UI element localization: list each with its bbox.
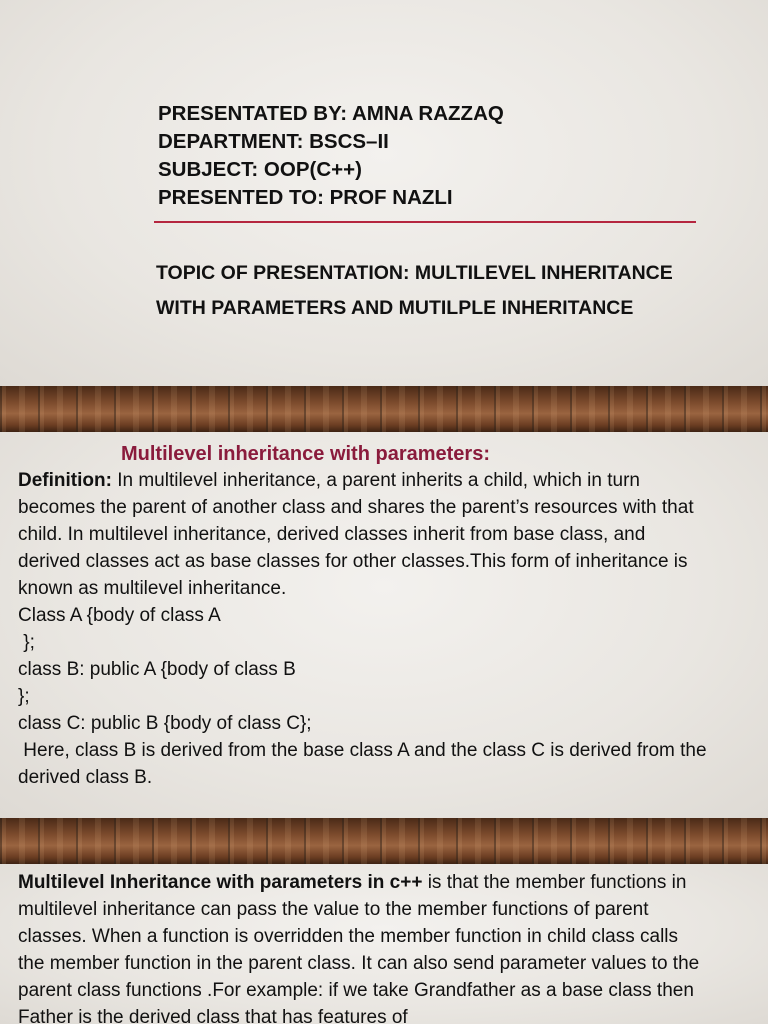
divider-rule: [154, 221, 696, 223]
topic-line-2: WITH PARAMETERS AND MUTILPLE INHERITANCE: [156, 297, 634, 319]
body-line: the member function in the parent class. It can also send parameter values to the: [18, 953, 700, 974]
bold-lead: Multilevel Inheritance with parameters in c++: [18, 872, 423, 893]
body-text: is that the member functions in: [422, 872, 687, 893]
definition-label: Definition:: [18, 470, 112, 491]
body-line: multilevel inheritance can pass the value to the member functions of parent: [18, 899, 649, 920]
body-line: derived classes act as base classes for other classes.This form of inheritance is: [18, 551, 688, 572]
subject: SUBJECT: OOP(C++): [158, 158, 362, 181]
code-line: class C: public B {body of class C};: [18, 713, 312, 734]
code-line: Class A {body of class A: [18, 605, 221, 626]
presenter-info: [158, 100, 504, 212]
wood-floor-divider: [0, 818, 768, 864]
title-slide: [0, 0, 768, 386]
body-line: Here, class B is derived from the base class A and the class C is derived from the: [18, 740, 707, 761]
presented-to: PRESENTED TO: PROF NAZLI: [158, 186, 453, 209]
body-line: Father is the derived class that has features of: [18, 1007, 408, 1024]
parameters-body: [18, 869, 758, 1024]
body-text: In multilevel inheritance, a parent inherits a child, which in turn: [111, 470, 640, 491]
body-line: parent class functions .For example: if we take Grandfather as a base class then: [18, 980, 694, 1001]
body-line: child. In multilevel inheritance, derived classes inherit from base class, and: [18, 524, 646, 545]
body-line: becomes the parent of another class and shares the parent’s resources with that: [18, 497, 694, 518]
body-line: derived class B.: [18, 767, 153, 788]
body-line: known as multilevel inheritance.: [18, 578, 287, 599]
wood-floor-divider: [0, 386, 768, 432]
topic-line-1: TOPIC OF PRESENTATION: MULTILEVEL INHERITANCE: [156, 262, 673, 284]
code-line: };: [18, 686, 30, 707]
body-line: classes. When a function is overridden the member function in child class calls: [18, 926, 679, 947]
definition-body: [18, 467, 758, 791]
body-line: [18, 467, 758, 494]
body-line: [18, 869, 758, 896]
presented-by: PRESENTATED BY: AMNA RAZZAQ: [158, 102, 504, 125]
topic-title: [156, 256, 756, 326]
code-line: };: [18, 632, 35, 653]
slide-heading: Multilevel inheritance with parameters:: [121, 443, 490, 465]
code-line: class B: public A {body of class B: [18, 659, 296, 680]
department: DEPARTMENT: BSCS–II: [158, 130, 389, 153]
